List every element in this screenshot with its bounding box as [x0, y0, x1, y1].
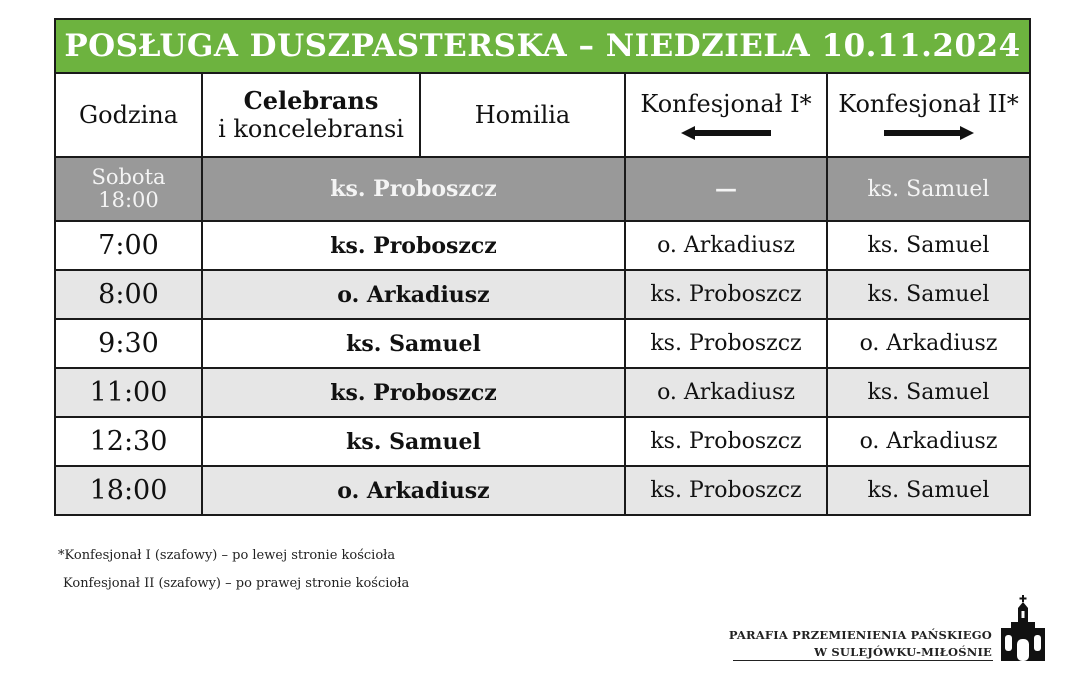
page-title: POSŁUGA DUSZPASTERSKA – NIEDZIELA 10.11.2024: [55, 19, 1030, 73]
footnote-konfesjonal-2: Konfesjonał II (szafowy) – po prawej stronie kościoła: [63, 576, 410, 591]
table-row: [55, 466, 1030, 515]
row-konfesjonal-2: o. Arkadiusz: [827, 319, 1030, 368]
row-konfesjonal-1: ks. Proboszcz: [625, 270, 827, 319]
parish-name-line-2: W SULEJÓWKU-MIŁOŚNIE: [814, 645, 992, 659]
row-celebrans: ks. Samuel: [202, 417, 625, 466]
header-row: [55, 73, 1030, 157]
row-konfesjonal-2: ks. Samuel: [827, 221, 1030, 270]
table-row: [55, 368, 1030, 417]
row-konfesjonal-1: ks. Proboszcz: [625, 417, 827, 466]
row-konfesjonal-2: ks. Samuel: [827, 466, 1030, 515]
saturday-konfesjonal-1: —: [625, 157, 827, 221]
row-konfesjonal-2: ks. Samuel: [827, 368, 1030, 417]
logo-divider: [733, 660, 993, 661]
saturday-celebrans: ks. Proboszcz: [202, 157, 625, 221]
table-row: [55, 270, 1030, 319]
header-godzina: Godzina: [55, 73, 202, 157]
header-konfesjonal-2: [827, 73, 1030, 157]
row-konfesjonal-2: ks. Samuel: [827, 270, 1030, 319]
saturday-day: Sobota: [91, 165, 166, 189]
header-celebrans: [202, 73, 420, 157]
arrow-left-icon: [681, 126, 771, 140]
row-celebrans: o. Arkadiusz: [202, 270, 625, 319]
row-celebrans: ks. Samuel: [202, 319, 625, 368]
schedule-table: [54, 18, 1031, 516]
row-time: 9:30: [55, 319, 202, 368]
header-konfesjonal-1-label: Konfesjonał I*: [640, 90, 812, 118]
header-konfesjonal-1: [625, 73, 827, 157]
saturday-konfesjonal-2: ks. Samuel: [827, 157, 1030, 221]
row-konfesjonal-2: o. Arkadiusz: [827, 417, 1030, 466]
row-konfesjonal-1: o. Arkadiusz: [625, 368, 827, 417]
header-celebrans-title: Celebrans: [243, 86, 379, 115]
header-celebrans-sub: i koncelebransi: [218, 115, 404, 143]
row-konfesjonal-1: o. Arkadiusz: [625, 221, 827, 270]
table-row: [55, 221, 1030, 270]
saturday-time-cell: [55, 157, 202, 221]
row-konfesjonal-1: ks. Proboszcz: [625, 466, 827, 515]
saturday-time: 18:00: [98, 188, 159, 212]
row-time: 18:00: [55, 466, 202, 515]
row-konfesjonal-1: ks. Proboszcz: [625, 319, 827, 368]
parish-name-line-1: PARAFIA PRZEMIENIENIA PAŃSKIEGO: [728, 628, 992, 642]
table-row: [55, 417, 1030, 466]
row-celebrans: ks. Proboszcz: [202, 368, 625, 417]
row-celebrans: o. Arkadiusz: [202, 466, 625, 515]
row-time: 11:00: [55, 368, 202, 417]
row-time: 7:00: [55, 221, 202, 270]
header-konfesjonal-2-label: Konfesjonał II*: [838, 90, 1019, 118]
table-row-saturday: [55, 157, 1030, 221]
row-time: 12:30: [55, 417, 202, 466]
arrow-right-icon: [884, 126, 974, 140]
church-icon: [999, 595, 1047, 661]
row-time: 8:00: [55, 270, 202, 319]
table-row: [55, 319, 1030, 368]
header-homilia: Homilia: [420, 73, 625, 157]
footnote-konfesjonal-1: *Konfesjonał I (szafowy) – po lewej stronie kościoła: [58, 548, 396, 563]
row-celebrans: ks. Proboszcz: [202, 221, 625, 270]
